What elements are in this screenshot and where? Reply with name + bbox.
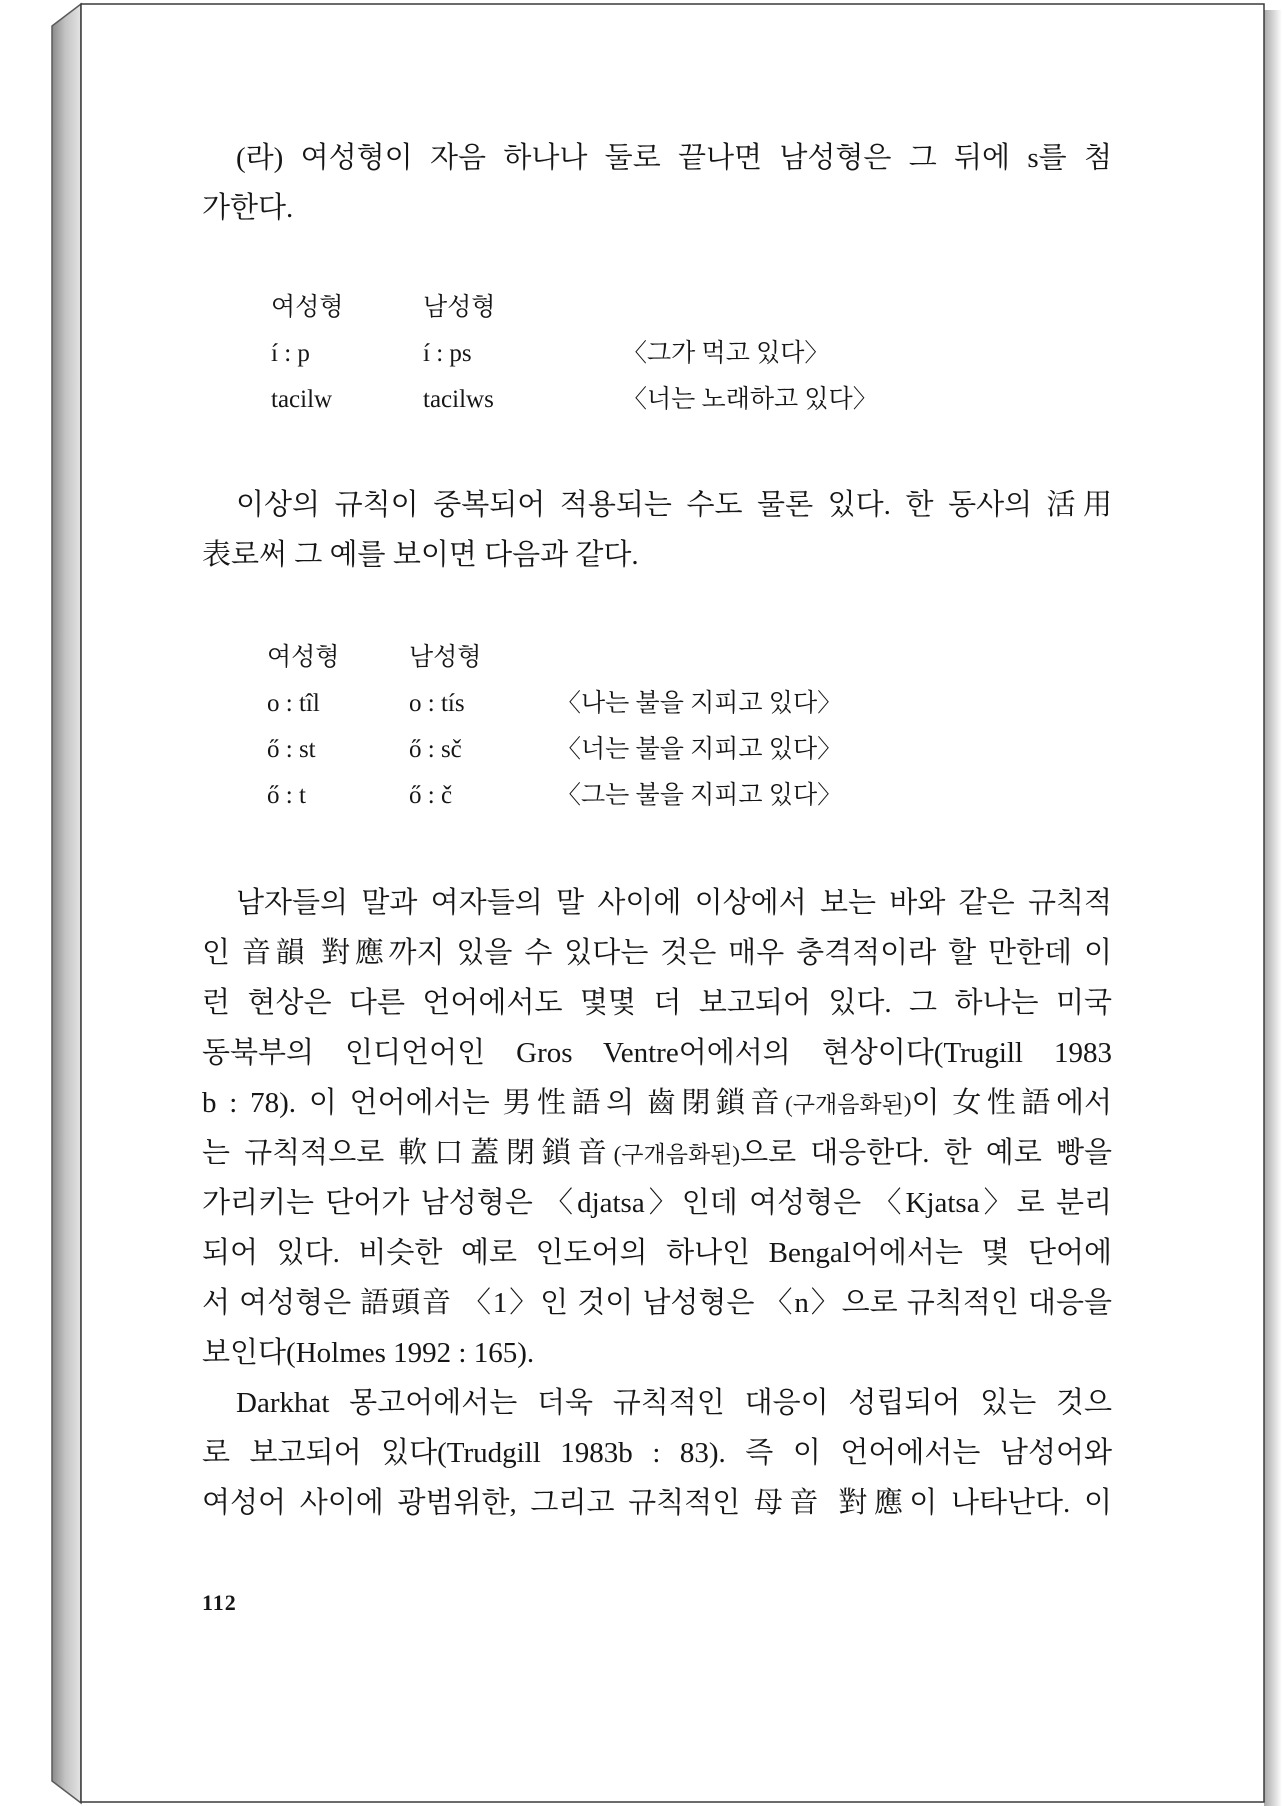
example-table-1 xyxy=(0,285,1282,423)
line-segment: 이 女性語에서 xyxy=(911,1087,1112,1119)
gloss: 〈너는 노래하고 있다〉 xyxy=(622,386,878,413)
paragraph3-line-2: 인 音韻 對應까지 있을 수 있다는 것은 매우 충격적이라 할 만한데 이 xyxy=(202,937,1112,969)
gloss: 〈그가 먹고 있다〉 xyxy=(622,340,830,367)
male-form: o : tís xyxy=(409,690,465,717)
gloss: 〈너는 불을 지피고 있다〉 xyxy=(556,736,843,763)
parenthetical-note: (구개음화된) xyxy=(613,1142,741,1167)
paragraph3-line-5 xyxy=(202,1078,1112,1128)
table-header-row xyxy=(0,635,1282,681)
paragraph-2 xyxy=(202,480,1112,580)
paragraph4-line-3: 여성어 사이에 광범위한, 그리고 규칙적인 母音 對應이 나타난다. 이 xyxy=(202,1487,1112,1519)
female-form: tacilw xyxy=(271,386,333,413)
table-header-row xyxy=(0,285,1282,331)
paragraph-ra-line-1: (라) 여성형이 자음 하나나 둘로 끝나면 남성형은 그 뒤에 s를 첨 xyxy=(236,142,1112,174)
column-header-male: 남성형 xyxy=(423,294,496,321)
paragraph4-line-2: 로 보고되어 있다(Trudgill 1983b : 83). 즉 이 언어에서는 남성어와 xyxy=(202,1437,1112,1469)
example-table-2 xyxy=(0,635,1282,819)
female-form: ő : t xyxy=(267,782,306,809)
female-form: í : p xyxy=(271,340,310,367)
line-segment: b : 78). 이 언어에서는 男性語의 齒閉鎖音 xyxy=(202,1087,786,1119)
paragraph-3-4 xyxy=(202,878,1112,1528)
paragraph3-line-7: 가리키는 단어가 남성형은 〈djatsa〉인데 여성형은 〈Kjatsa〉로 분리 xyxy=(202,1187,1112,1219)
paragraph3-line-9: 서 여성형은 語頭音 〈1〉인 것이 남성형은 〈n〉으로 규칙적인 대응을 xyxy=(202,1287,1112,1319)
male-form: í : ps xyxy=(423,340,472,367)
parenthetical-note: (구개음화된) xyxy=(785,1092,912,1117)
column-header-female: 여성형 xyxy=(267,644,340,671)
paragraph2-line-1: 이상의 규칙이 중복되어 적용되는 수도 물론 있다. 한 동사의 活用 xyxy=(236,489,1112,521)
line-segment: 는 규칙적으로 軟口蓋閉鎖音 xyxy=(202,1137,614,1169)
paragraph3-line-6 xyxy=(202,1128,1112,1178)
paragraph3-line-8: 되어 있다. 비슷한 예로 인도어의 하나인 Bengal어에서는 몇 단어에 xyxy=(202,1237,1112,1269)
page-number: 112 xyxy=(202,1590,237,1615)
page-stack-edge xyxy=(52,4,81,1803)
paragraph2-line-2: 表로써 그 예를 보이면 다음과 같다. xyxy=(202,539,639,571)
male-form: tacilws xyxy=(423,386,494,413)
paragraph3-line-3: 런 현상은 다른 언어에서도 몇몇 더 보고되어 있다. 그 하나는 미국 xyxy=(202,987,1112,1019)
female-form: o : tîl xyxy=(267,690,320,717)
paragraph4-line-1: Darkhat 몽고어에서는 더욱 규칙적인 대응이 성립되어 있는 것으 xyxy=(236,1387,1112,1419)
paragraph3-line-10: 보인다(Holmes 1992 : 165). xyxy=(202,1337,535,1369)
paragraph3-line-1: 남자들의 말과 여자들의 말 사이에 이상에서 보는 바와 같은 규칙적 xyxy=(236,887,1112,919)
page-shadow-right xyxy=(1264,10,1282,1806)
table-row xyxy=(0,681,1282,727)
paragraph-ra-line-2: 가한다. xyxy=(202,192,294,224)
paragraph3-line-4: 동북부의 인디언어인 Gros Ventre어에서의 현상이다(Trugill 1983 xyxy=(202,1037,1112,1069)
female-form: ő : st xyxy=(267,736,316,763)
column-header-female: 여성형 xyxy=(271,294,344,321)
male-form: ő : sč xyxy=(409,736,462,763)
table-row xyxy=(0,773,1282,819)
table-row xyxy=(0,377,1282,423)
line-segment: 으로 대응한다. 한 예로 빵을 xyxy=(740,1137,1112,1169)
gloss: 〈나는 불을 지피고 있다〉 xyxy=(556,690,843,717)
column-header-male: 남성형 xyxy=(409,644,482,671)
table-row xyxy=(0,331,1282,377)
table-row xyxy=(0,727,1282,773)
paragraph-ra xyxy=(202,133,1112,233)
male-form: ő : č xyxy=(409,782,453,809)
gloss: 〈그는 불을 지피고 있다〉 xyxy=(556,782,843,809)
